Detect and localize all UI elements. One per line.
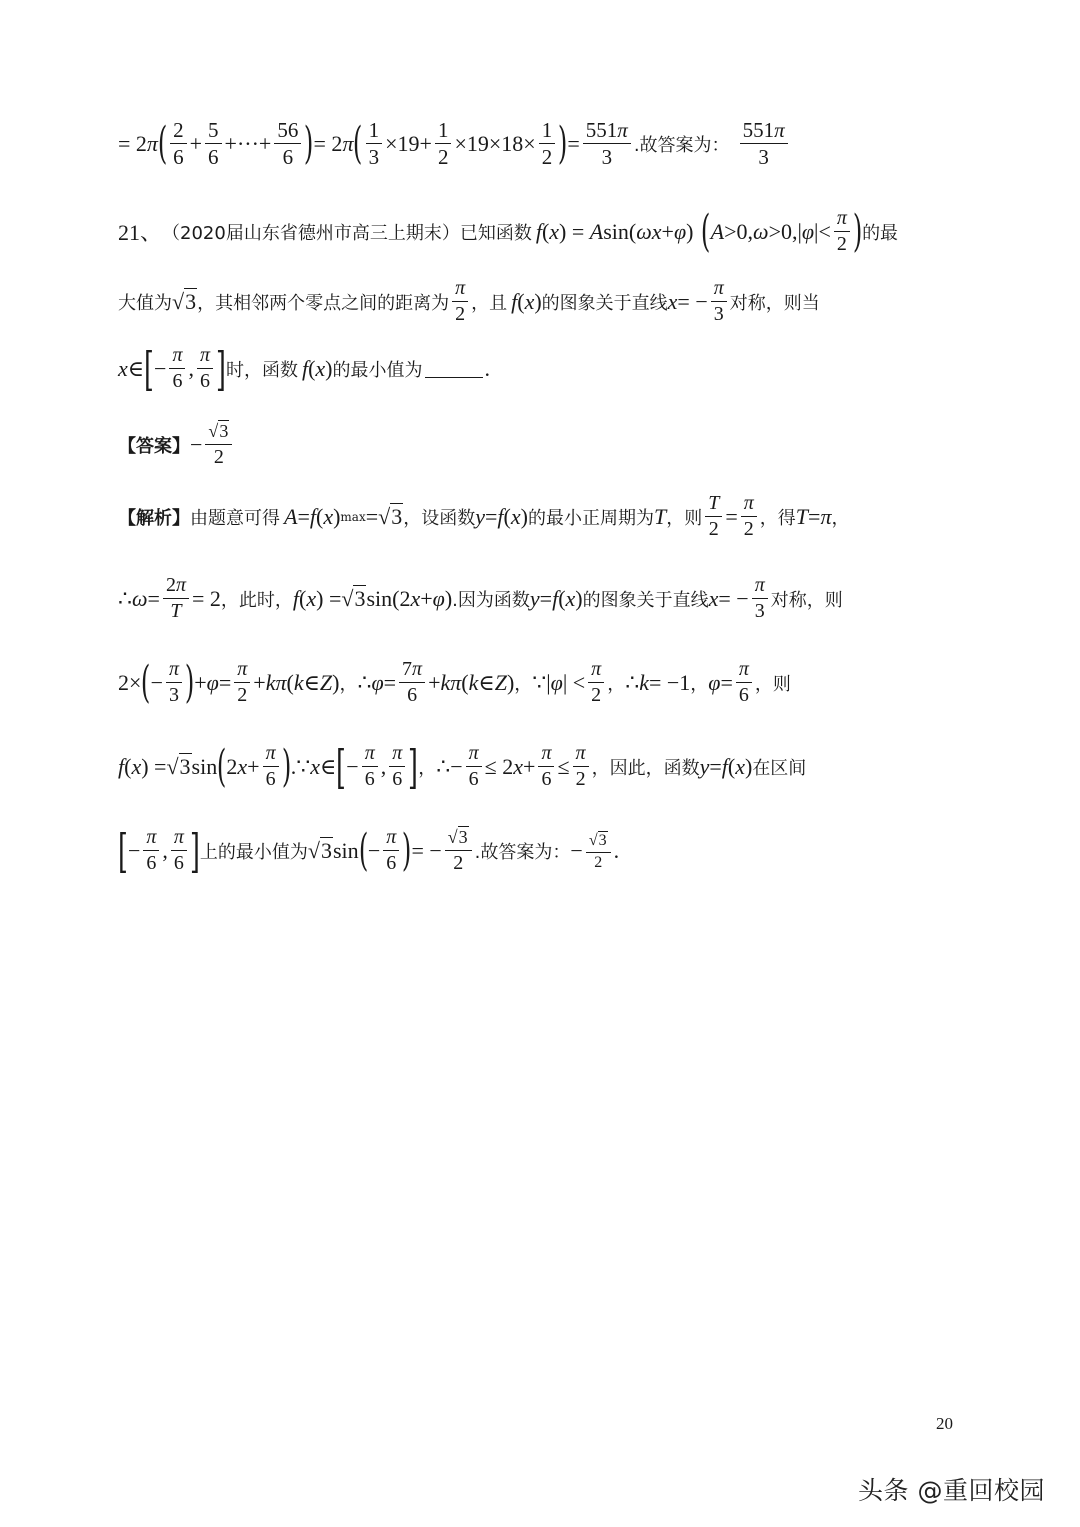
- analysis-line-3: 2× ( − $\frac{\pi}{3}$ ) + φ = $\frac{\pi}{2}$ + kπ ( k ∈ Z ) ， ∴ φ = $\frac{7\pi}{6}$ + kπ ( k ∈ Z ) ， ∵| φ | < $\frac{\pi}{2}$ ， ∴ k = −1 ， φ = $\frac{\pi}{6}$ ，则: [118, 656, 791, 708]
- analysis-line-4: f ( x ) = √3 sin ( 2 x + $\frac{\pi}{6}$ ) . ∵ x ∈ [ − $\frac{\pi}{6}$ , $\frac{\pi}{6}$ ] ， ∴− $\frac{\pi}{6}$ ≤ 2 x + $\frac{\pi}{6}$ ≤ $\frac{\pi}{2}$ ，因此，函数 y = f ( x ) 在区间: [118, 739, 807, 794]
- problem-source: （2020届山东省德州市高三上期末）: [162, 222, 460, 244]
- problem-number: 21、: [118, 220, 163, 245]
- problem-line-3: x ∈ [ − $\frac{\pi}{6}$ , $\frac{\pi}{6}$ ] 时，函数 f ( x ) 的最小值为 .: [118, 341, 490, 396]
- problem-line-2: 大值为 √3 ，其相邻两个零点之间的距离为 $\frac{\pi}{2}$ ，且 f ( x ) 的图象关于直线 x = − $\frac{\pi}{3}$ 对称，则当: [118, 277, 820, 325]
- problem-line-1: 21、 （2020届山东省德州市高三上期末） 已知函数 f ( x ) = A sin( ωx + φ ) ( A >0, ω >0,| φ |< $\frac{\pi}{2}$ ) 的最: [118, 205, 899, 257]
- analysis-line-1: 【解析】 由题意可得 A = f ( x ) max = √3 ，设函数 y = f ( x ) 的最小正周期为 T ，则 $\frac{T}{2}$ = $\frac{\pi}{2}$ ，得 T = π ，: [118, 492, 850, 540]
- answer-prefix: .故答案为：: [633, 134, 730, 156]
- analysis-label: 【解析】: [118, 507, 190, 529]
- page-number: 20: [936, 1414, 953, 1433]
- answer-blank: [425, 359, 483, 378]
- line-1: = 2π ( $\frac{2}{6}$ + $\frac{5}{6}$ +···+ $\frac{56}{6}$ ) = 2π ( $\frac{1}{3}$ ×19+ $\frac{1}{2}$ ×19×18× $\frac{1}{2}$ ) = $\frac{551\pi}{3}$ .故答案为： $\frac{551\pi}{3}$: [118, 118, 791, 169]
- answer-line: 【答案】 − $\frac{√3}{2}$: [118, 420, 235, 469]
- analysis-line-2: ∴ ω = $\frac{2\pi}{T}$ = 2 ，此时， f ( x ) = √3 sin(2 x + φ ) .因为函数 y = f ( x ) 的图象关于直线 x = − $\frac{\pi}{3}$ 对称，则: [118, 574, 843, 622]
- watermark: 头条 @重回校园: [858, 1476, 1045, 1505]
- analysis-line-5: [ − $\frac{\pi}{6}$ , $\frac{\pi}{6}$ ] 上的最小值为 √3 sin ( − $\frac{\pi}{6}$ ) = − $\frac{√3}{2}$ .故答案为： − $\frac{√3}{2}$ .: [118, 823, 620, 878]
- answer-label: 【答案】: [118, 435, 190, 457]
